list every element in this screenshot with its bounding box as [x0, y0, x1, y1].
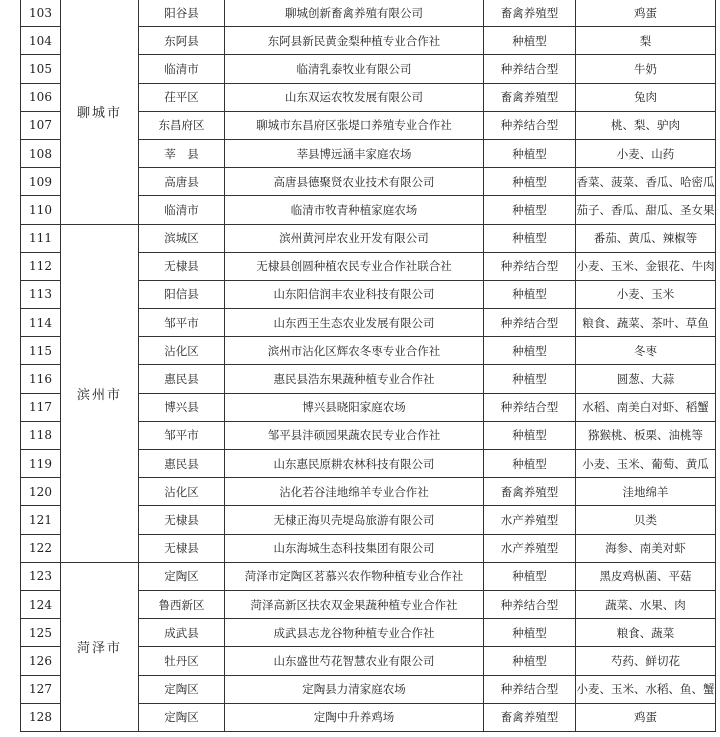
county-cell: 定陶区	[139, 675, 225, 703]
product-cell: 粮食、蔬菜	[576, 619, 716, 647]
product-cell: 黑皮鸡枞菌、平菇	[576, 562, 716, 590]
county-cell: 无棣县	[139, 534, 225, 562]
product-cell: 粮食、蔬菜、茶叶、草鱼	[576, 309, 716, 337]
city-cell: 聊城市	[61, 0, 139, 224]
row-number: 109	[21, 168, 61, 196]
row-number: 106	[21, 83, 61, 111]
row-number: 104	[21, 27, 61, 55]
row-number: 114	[21, 309, 61, 337]
county-cell: 惠民县	[139, 450, 225, 478]
product-cell: 水稻、南美白对虾、稻蟹	[576, 393, 716, 421]
row-number: 116	[21, 365, 61, 393]
entity-name-cell: 滨州黄河岸农业开发有限公司	[225, 224, 484, 252]
product-cell: 番茄、黄瓜、辣椒等	[576, 224, 716, 252]
city-cell: 菏泽市	[61, 562, 139, 731]
entity-name-cell: 沾化若谷洼地绵羊专业合作社	[225, 478, 484, 506]
product-cell: 香菜、菠菜、香瓜、哈密瓜	[576, 168, 716, 196]
type-cell: 水产养殖型	[484, 534, 576, 562]
type-cell: 种养结合型	[484, 393, 576, 421]
product-cell: 海参、南美对虾	[576, 534, 716, 562]
row-number: 108	[21, 139, 61, 167]
entity-name-cell: 成武县志龙谷物种植专业合作社	[225, 619, 484, 647]
type-cell: 种植型	[484, 139, 576, 167]
county-cell: 滨城区	[139, 224, 225, 252]
type-cell: 种养结合型	[484, 675, 576, 703]
product-cell: 小麦、玉米	[576, 280, 716, 308]
row-number: 128	[21, 703, 61, 731]
county-cell: 邹平市	[139, 421, 225, 449]
county-cell: 无棣县	[139, 506, 225, 534]
entity-name-cell: 滨州市沾化区辉农冬枣专业合作社	[225, 337, 484, 365]
type-cell: 种植型	[484, 337, 576, 365]
product-cell: 鸡蛋	[576, 703, 716, 731]
type-cell: 畜禽养殖型	[484, 83, 576, 111]
row-number: 111	[21, 224, 61, 252]
row-number: 112	[21, 252, 61, 280]
entity-name-cell: 定陶县力清家庭农场	[225, 675, 484, 703]
city-cell: 滨州市	[61, 224, 139, 562]
entity-name-cell: 高唐县德聚贤农业技术有限公司	[225, 168, 484, 196]
county-cell: 高唐县	[139, 168, 225, 196]
entity-name-cell: 邹平县沣硕园果蔬农民专业合作社	[225, 421, 484, 449]
county-cell: 临清市	[139, 55, 225, 83]
product-cell: 小麦、玉米、金银花、牛肉	[576, 252, 716, 280]
product-cell: 冬枣	[576, 337, 716, 365]
county-cell: 成武县	[139, 619, 225, 647]
entity-name-cell: 东阿县新民黄金梨种植专业合作社	[225, 27, 484, 55]
type-cell: 种植型	[484, 421, 576, 449]
row-number: 120	[21, 478, 61, 506]
product-cell: 猕猴桃、板栗、油桃等	[576, 421, 716, 449]
type-cell: 种植型	[484, 562, 576, 590]
row-number: 121	[21, 506, 61, 534]
product-cell: 蔬菜、水果、肉	[576, 590, 716, 618]
entity-name-cell: 山东惠民原耕农林科技有限公司	[225, 450, 484, 478]
row-number: 107	[21, 111, 61, 139]
county-cell: 鲁西新区	[139, 590, 225, 618]
entity-name-cell: 定陶中升养鸡场	[225, 703, 484, 731]
row-number: 127	[21, 675, 61, 703]
product-cell: 桃、梨、驴肉	[576, 111, 716, 139]
entity-name-cell: 博兴县晓阳家庭农场	[225, 393, 484, 421]
county-cell: 定陶区	[139, 562, 225, 590]
row-number: 110	[21, 196, 61, 224]
type-cell: 种植型	[484, 280, 576, 308]
type-cell: 种养结合型	[484, 590, 576, 618]
type-cell: 种养结合型	[484, 55, 576, 83]
enterprise-table	[20, 0, 716, 732]
entity-name-cell: 山东双运农牧发展有限公司	[225, 83, 484, 111]
entity-name-cell: 聊城创新畜禽养殖有限公司	[225, 0, 484, 27]
type-cell: 种植型	[484, 168, 576, 196]
product-cell: 梨	[576, 27, 716, 55]
county-cell: 定陶区	[139, 703, 225, 731]
row-number: 126	[21, 647, 61, 675]
entity-name-cell: 无棣县创圆种植农民专业合作社联合社	[225, 252, 484, 280]
row-number: 124	[21, 590, 61, 618]
row-number: 117	[21, 393, 61, 421]
product-cell: 小麦、山药	[576, 139, 716, 167]
row-number: 123	[21, 562, 61, 590]
type-cell: 畜禽养殖型	[484, 478, 576, 506]
type-cell: 种植型	[484, 224, 576, 252]
county-cell: 临清市	[139, 196, 225, 224]
entity-name-cell: 临清市牧青种植家庭农场	[225, 196, 484, 224]
county-cell: 沾化区	[139, 478, 225, 506]
entity-name-cell: 山东西王生态农业发展有限公司	[225, 309, 484, 337]
type-cell: 畜禽养殖型	[484, 703, 576, 731]
product-cell: 小麦、玉米、水稻、鱼、蟹	[576, 675, 716, 703]
county-cell: 阳信县	[139, 280, 225, 308]
type-cell: 水产养殖型	[484, 506, 576, 534]
type-cell: 种植型	[484, 450, 576, 478]
row-number: 113	[21, 280, 61, 308]
entity-name-cell: 惠民县浩东果蔬种植专业合作社	[225, 365, 484, 393]
table-row	[21, 0, 716, 27]
table-row	[21, 562, 716, 590]
row-number: 118	[21, 421, 61, 449]
row-number: 115	[21, 337, 61, 365]
entity-name-cell: 菏泽高新区扶农双金果蔬种植专业合作社	[225, 590, 484, 618]
type-cell: 种养结合型	[484, 309, 576, 337]
county-cell: 博兴县	[139, 393, 225, 421]
product-cell: 贝类	[576, 506, 716, 534]
row-number: 105	[21, 55, 61, 83]
type-cell: 种植型	[484, 619, 576, 647]
entity-name-cell: 山东海城生态科技集团有限公司	[225, 534, 484, 562]
product-cell: 圆葱、大蒜	[576, 365, 716, 393]
product-cell: 小麦、玉米、葡萄、黄瓜	[576, 450, 716, 478]
table-row	[21, 224, 716, 252]
product-cell: 牛奶	[576, 55, 716, 83]
type-cell: 种植型	[484, 27, 576, 55]
county-cell: 牡丹区	[139, 647, 225, 675]
entity-name-cell: 临清乳泰牧业有限公司	[225, 55, 484, 83]
type-cell: 种植型	[484, 647, 576, 675]
row-number: 119	[21, 450, 61, 478]
product-cell: 洼地绵羊	[576, 478, 716, 506]
row-number: 125	[21, 619, 61, 647]
entity-name-cell: 无棣正海贝壳堤岛旅游有限公司	[225, 506, 484, 534]
entity-name-cell: 山东阳信润丰农业科技有限公司	[225, 280, 484, 308]
county-cell: 沾化区	[139, 337, 225, 365]
entity-name-cell: 莘县博远涵丰家庭农场	[225, 139, 484, 167]
type-cell: 种植型	[484, 196, 576, 224]
type-cell: 种养结合型	[484, 111, 576, 139]
county-cell: 东阿县	[139, 27, 225, 55]
product-cell: 鸡蛋	[576, 0, 716, 27]
type-cell: 畜禽养殖型	[484, 0, 576, 27]
county-cell: 阳谷县	[139, 0, 225, 27]
entity-name-cell: 聊城市东昌府区张堤口养殖专业合作社	[225, 111, 484, 139]
table-body	[21, 0, 716, 731]
county-cell: 无棣县	[139, 252, 225, 280]
county-cell: 莘 县	[139, 139, 225, 167]
entity-name-cell: 菏泽市定陶区茗慕兴农作物种植专业合作社	[225, 562, 484, 590]
type-cell: 种养结合型	[484, 252, 576, 280]
entity-name-cell: 山东盛世芍花智慧农业有限公司	[225, 647, 484, 675]
county-cell: 茌平区	[139, 83, 225, 111]
county-cell: 惠民县	[139, 365, 225, 393]
row-number: 103	[21, 0, 61, 27]
product-cell: 芍药、鲜切花	[576, 647, 716, 675]
county-cell: 东昌府区	[139, 111, 225, 139]
county-cell: 邹平市	[139, 309, 225, 337]
product-cell: 兔肉	[576, 83, 716, 111]
product-cell: 茄子、香瓜、甜瓜、圣女果	[576, 196, 716, 224]
row-number: 122	[21, 534, 61, 562]
type-cell: 种植型	[484, 365, 576, 393]
